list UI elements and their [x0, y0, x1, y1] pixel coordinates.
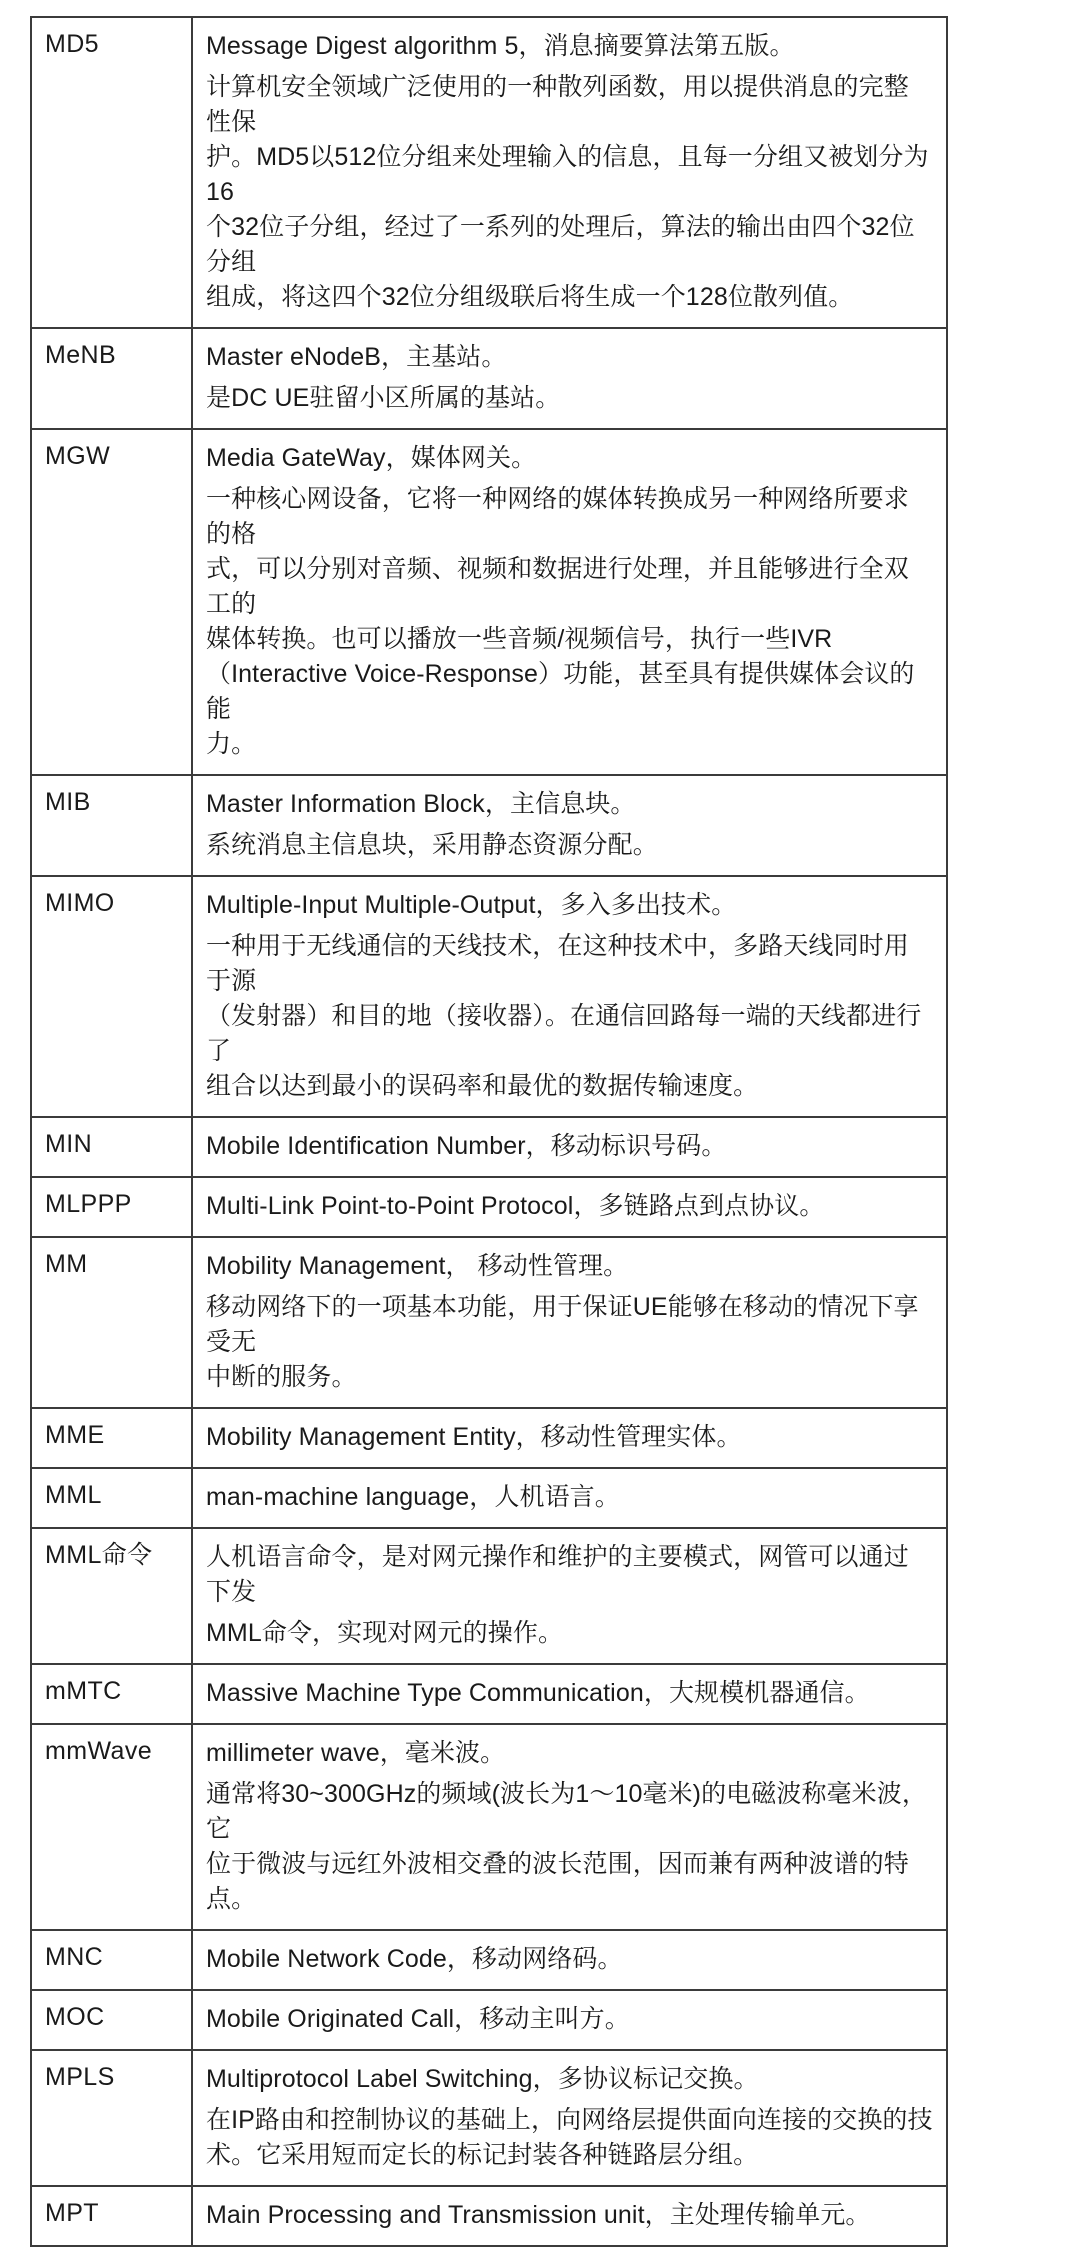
definition-body-line: 移动网络下的一项基本功能，用于保证UE能够在移动的情况下享受无	[206, 1293, 919, 1356]
term-cell	[31, 1930, 192, 1990]
definition-body-line: 式，可以分别对音频、视频和数据进行处理，并且能够进行全双工的	[206, 555, 909, 618]
abbreviation-label: MML命令	[45, 1541, 153, 1569]
definition-text	[206, 1249, 933, 1395]
term-cell	[31, 429, 192, 775]
definition-text	[206, 787, 933, 863]
term-cell	[31, 1237, 192, 1408]
definition-body-line: 系统消息主信息块，采用静态资源分配。	[206, 831, 658, 859]
definition-text	[206, 29, 933, 315]
term-cell	[31, 2050, 192, 2186]
definition-body	[206, 381, 933, 416]
definition-cell	[192, 876, 947, 1117]
definition-body	[206, 70, 933, 315]
table-row	[31, 2186, 947, 2246]
definition-body	[206, 1616, 933, 1651]
abbreviation-label: MIMO	[45, 889, 115, 917]
term-cell	[31, 1664, 192, 1724]
definition-body-line: 一种核心网设备，它将一种网络的媒体转换成另一种网络所要求的格	[206, 485, 909, 548]
definition-headline: 人机语言命令，是对网元操作和维护的主要模式，网管可以通过下发	[206, 1543, 909, 1606]
definition-headline: Mobile Originated Call，移动主叫方。	[206, 2005, 630, 2033]
definition-text	[206, 1540, 933, 1651]
term-cell	[31, 876, 192, 1117]
definition-body-line: 组成，将这四个32位分组级联后将生成一个128位散列值。	[206, 283, 854, 311]
definition-headline: man-machine language，人机语言。	[206, 1483, 620, 1511]
table-row	[31, 1117, 947, 1177]
term-cell	[31, 1990, 192, 2050]
term-cell	[31, 1408, 192, 1468]
definition-body-line: 媒体转换。也可以播放一些音频/视频信号，执行一些IVR	[206, 625, 833, 653]
definition-cell	[192, 1408, 947, 1468]
definition-body-line: （发射器）和目的地（接收器）。在通信回路每一端的天线都进行了	[206, 1002, 922, 1065]
definition-body-line: 力。	[206, 730, 257, 758]
abbreviation-label: MeNB	[45, 341, 117, 369]
definition-cell	[192, 1237, 947, 1408]
definition-body-line: 中断的服务。	[206, 1363, 357, 1391]
definition-headline: Media GateWay，媒体网关。	[206, 444, 537, 472]
table-row	[31, 1528, 947, 1664]
definition-body-line: 护。MD5以512位分组来处理输入的信息，且每一分组又被划分为16	[206, 143, 929, 206]
abbreviation-label: MPT	[45, 2199, 99, 2227]
table-row	[31, 17, 947, 328]
abbreviation-label: mmWave	[45, 1737, 153, 1765]
definition-body-line: 计算机安全领域广泛使用的一种散列函数，用以提供消息的完整性保	[206, 73, 909, 136]
term-cell	[31, 2186, 192, 2246]
definition-headline: Multiple-Input Multiple-Output，多入多出技术。	[206, 891, 737, 919]
abbreviation-label: MIN	[45, 1130, 93, 1158]
definition-text	[206, 1480, 933, 1515]
definition-body-line: 通常将30~300GHz的频域(波长为1～10毫米)的电磁波称毫米波，它	[206, 1780, 927, 1843]
definition-headline: Main Processing and Transmission unit，主处理传输单元。	[206, 2201, 871, 2229]
definition-cell	[192, 2050, 947, 2186]
definition-headline: Massive Machine Type Communication，大规模机器通信。	[206, 1679, 870, 1707]
table-row	[31, 1177, 947, 1237]
abbreviation-label: mMTC	[45, 1677, 122, 1705]
definition-headline: Multiprotocol Label Switching，多协议标记交换。	[206, 2065, 759, 2093]
term-cell	[31, 775, 192, 876]
definition-headline: Mobility Management Entity，移动性管理实体。	[206, 1423, 742, 1451]
definition-headline: Mobility Management， 移动性管理。	[206, 1252, 629, 1280]
definition-text	[206, 1676, 933, 1711]
definition-body	[206, 1777, 933, 1917]
definition-cell	[192, 1664, 947, 1724]
definition-headline: Multi-Link Point-to-Point Protocol，多链路点到点协议。	[206, 1192, 825, 1220]
definition-cell	[192, 2186, 947, 2246]
abbreviation-label: MD5	[45, 30, 99, 58]
definition-body-line: 组合以达到最小的误码率和最优的数据传输速度。	[206, 1072, 759, 1100]
definition-text	[206, 2002, 933, 2037]
definition-body	[206, 2103, 933, 2173]
definition-headline: millimeter wave，毫米波。	[206, 1739, 506, 1767]
definition-headline: Master eNodeB，主基站。	[206, 343, 507, 371]
definition-text	[206, 1420, 933, 1455]
definition-headline: Mobile Identification Number，移动标识号码。	[206, 1132, 727, 1160]
table-row	[31, 1724, 947, 1930]
abbreviation-label: MOC	[45, 2003, 105, 2031]
table-row	[31, 328, 947, 429]
definition-text	[206, 2062, 933, 2173]
abbreviation-label: MPLS	[45, 2063, 115, 2091]
definition-cell	[192, 1117, 947, 1177]
definition-text	[206, 340, 933, 416]
definition-cell	[192, 1177, 947, 1237]
term-cell	[31, 1177, 192, 1237]
abbreviation-label: MML	[45, 1481, 102, 1509]
definition-cell	[192, 1468, 947, 1528]
definition-cell	[192, 1528, 947, 1664]
definition-body-line: 位于微波与远红外波相交叠的波长范围，因而兼有两种波谱的特点。	[206, 1850, 909, 1913]
definition-body-line: MML命令，实现对网元的操作。	[206, 1619, 564, 1647]
table-row	[31, 1990, 947, 2050]
definition-text	[206, 2198, 933, 2233]
abbreviation-label: MM	[45, 1250, 88, 1278]
term-cell	[31, 328, 192, 429]
definition-text	[206, 1189, 933, 1224]
definition-body-line: 是DC UE驻留小区所属的基站。	[206, 384, 561, 412]
definition-text	[206, 1942, 933, 1977]
definition-body-line: 在IP路由和控制协议的基础上，向网络层提供面向连接的交换的技	[206, 2106, 933, 2134]
term-cell	[31, 1117, 192, 1177]
definition-body-line: 个32位子分组，经过了一系列的处理后，算法的输出由四个32位分组	[206, 213, 915, 276]
table-row	[31, 1237, 947, 1408]
table-row	[31, 876, 947, 1117]
definition-body-line: 一种用于无线通信的天线技术，在这种技术中，多路天线同时用于源	[206, 932, 909, 995]
table-row	[31, 429, 947, 775]
definition-cell	[192, 1930, 947, 1990]
definition-body	[206, 1290, 933, 1395]
definition-body	[206, 828, 933, 863]
definition-text	[206, 441, 933, 762]
abbreviation-label: MNC	[45, 1943, 104, 1971]
table-row	[31, 1468, 947, 1528]
definition-text	[206, 888, 933, 1104]
term-cell	[31, 1724, 192, 1930]
table-row	[31, 775, 947, 876]
definition-cell	[192, 17, 947, 328]
definition-body-line: 术。它采用短而定长的标记封装各种链路层分组。	[206, 2141, 759, 2169]
table-row	[31, 1408, 947, 1468]
definition-cell	[192, 328, 947, 429]
definition-text	[206, 1129, 933, 1164]
definition-body	[206, 929, 933, 1104]
definition-cell	[192, 775, 947, 876]
definition-cell	[192, 1724, 947, 1930]
table-row	[31, 1930, 947, 1990]
glossary-table	[30, 16, 948, 2247]
table-row	[31, 2050, 947, 2186]
definition-headline: Master Information Block，主信息块。	[206, 790, 636, 818]
definition-text	[206, 1736, 933, 1917]
abbreviation-label: MME	[45, 1421, 105, 1449]
term-cell	[31, 1468, 192, 1528]
glossary-table-body	[31, 17, 947, 2246]
definition-headline: Mobile Network Code，移动网络码。	[206, 1945, 623, 1973]
term-cell	[31, 1528, 192, 1664]
definition-cell	[192, 1990, 947, 2050]
definition-headline: Message Digest algorithm 5，消息摘要算法第五版。	[206, 32, 795, 60]
term-cell	[31, 17, 192, 328]
definition-body-line: （Interactive Voice-Response）功能，甚至具有提供媒体会议的能	[206, 660, 915, 723]
definition-body	[206, 482, 933, 762]
abbreviation-label: MIB	[45, 788, 91, 816]
abbreviation-label: MLPPP	[45, 1190, 132, 1218]
abbreviation-label: MGW	[45, 442, 111, 470]
definition-cell	[192, 429, 947, 775]
table-row	[31, 1664, 947, 1724]
